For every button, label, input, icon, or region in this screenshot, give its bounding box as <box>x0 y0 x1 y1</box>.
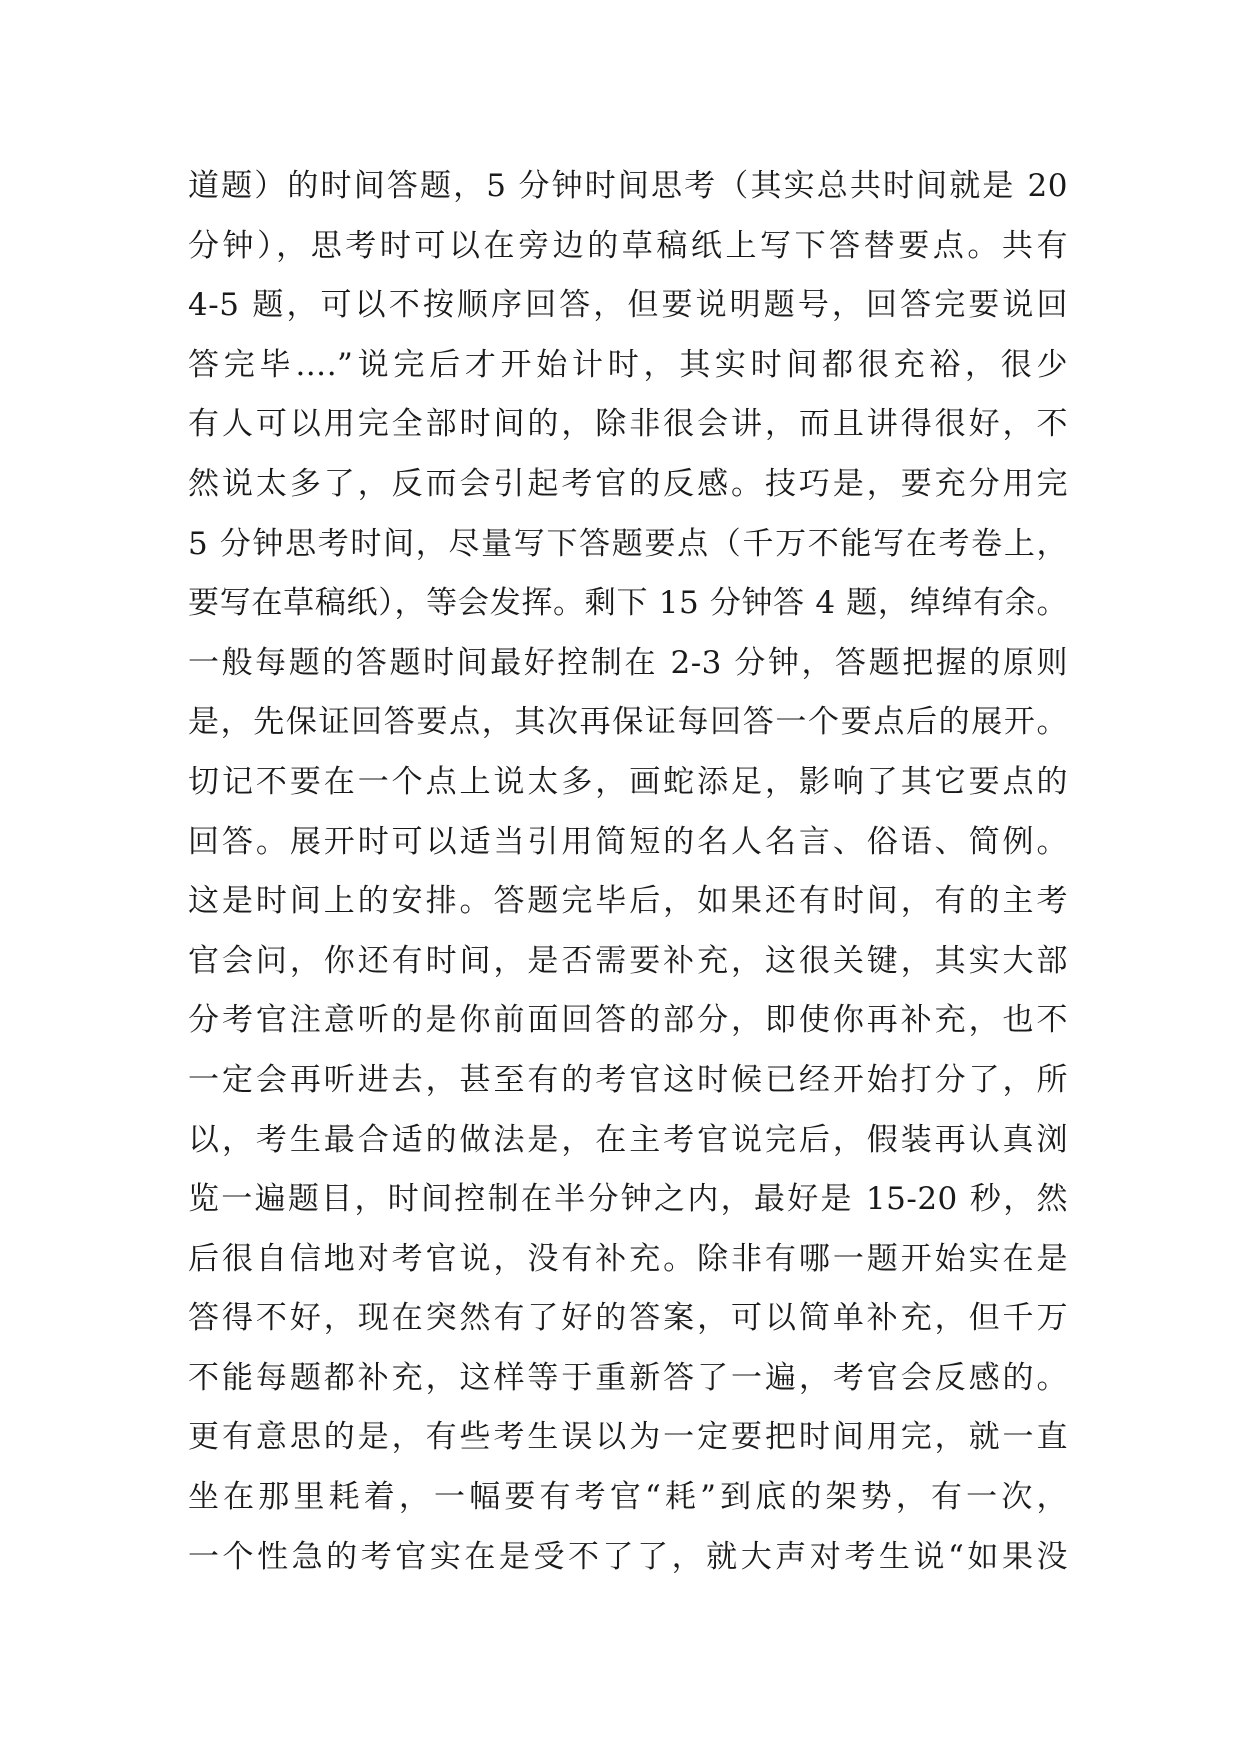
text-line-5: 有人可以用完全部时间的，除非很会讲，而且讲得很好，不 <box>188 406 1068 443</box>
text-line-22: 更有意思的是，有些考生误以为一定要把时间用完，就一直 <box>188 1419 1068 1456</box>
text-line-23: 坐在那里耗着，一幅要有考官“耗”到底的架势，有一次， <box>188 1479 1068 1516</box>
text-line-2: 分钟），思考时可以在旁边的草稿纸上写下答替要点。共有 <box>188 227 1068 264</box>
text-line-16: 一定会再听进去，甚至有的考官这时候已经开始打分了，所 <box>188 1061 1068 1098</box>
text-line-21: 不能每题都补充，这样等于重新答了一遍，考官会反感的。 <box>188 1359 1068 1396</box>
text-line-8: 要写在草稿纸），等会发挥。剩下 15 分钟答 4 题，绰绰有余。 <box>188 585 1068 622</box>
text-line-15: 分考官注意听的是你前面回答的部分，即使你再补充，也不 <box>188 1002 1068 1039</box>
text-line-18: 览一遍题目，时间控制在半分钟之内，最好是 15-20 秒，然 <box>188 1181 1068 1218</box>
text-line-17: 以，考生最合适的做法是，在主考官说完后，假装再认真浏 <box>188 1121 1068 1158</box>
text-line-9: 一般每题的答题时间最好控制在 2-3 分钟，答题把握的原则 <box>188 644 1068 681</box>
text-line-14: 官会问，你还有时间，是否需要补充，这很关键，其实大部 <box>188 942 1068 979</box>
text-line-24: 一个性急的考官实在是受不了了，就大声对考生说“如果没 <box>188 1538 1068 1575</box>
body-text <box>188 157 1068 1587</box>
text-line-12: 回答。展开时可以适当引用简短的名人名言、俗语、简例。 <box>188 823 1068 860</box>
text-line-6: 然说太多了，反而会引起考官的反感。技巧是，要充分用完 <box>188 465 1068 502</box>
text-line-20: 答得不好，现在突然有了好的答案，可以简单补充，但千万 <box>188 1300 1068 1337</box>
text-line-1: 道题）的时间答题，5 分钟时间思考（其实总共时间就是 20 <box>188 168 1068 204</box>
text-line-11: 切记不要在一个点上说太多，画蛇添足，影响了其它要点的 <box>188 763 1068 800</box>
text-line-7: 5 分钟思考时间，尽量写下答题要点（千万不能写在考卷上， <box>188 525 1068 562</box>
text-line-13: 这是时间上的安排。答题完毕后，如果还有时间，有的主考 <box>188 883 1068 920</box>
text-line-10: 是，先保证回答要点，其次再保证每回答一个要点后的展开。 <box>188 704 1068 741</box>
text-line-3: 4-5 题，可以不按顺序回答，但要说明题号，回答完要说回 <box>188 287 1068 324</box>
text-line-4: 答完毕….”说完后才开始计时，其实时间都很充裕，很少 <box>188 346 1068 383</box>
text-line-19: 后很自信地对考官说，没有补充。除非有哪一题开始实在是 <box>188 1240 1068 1277</box>
